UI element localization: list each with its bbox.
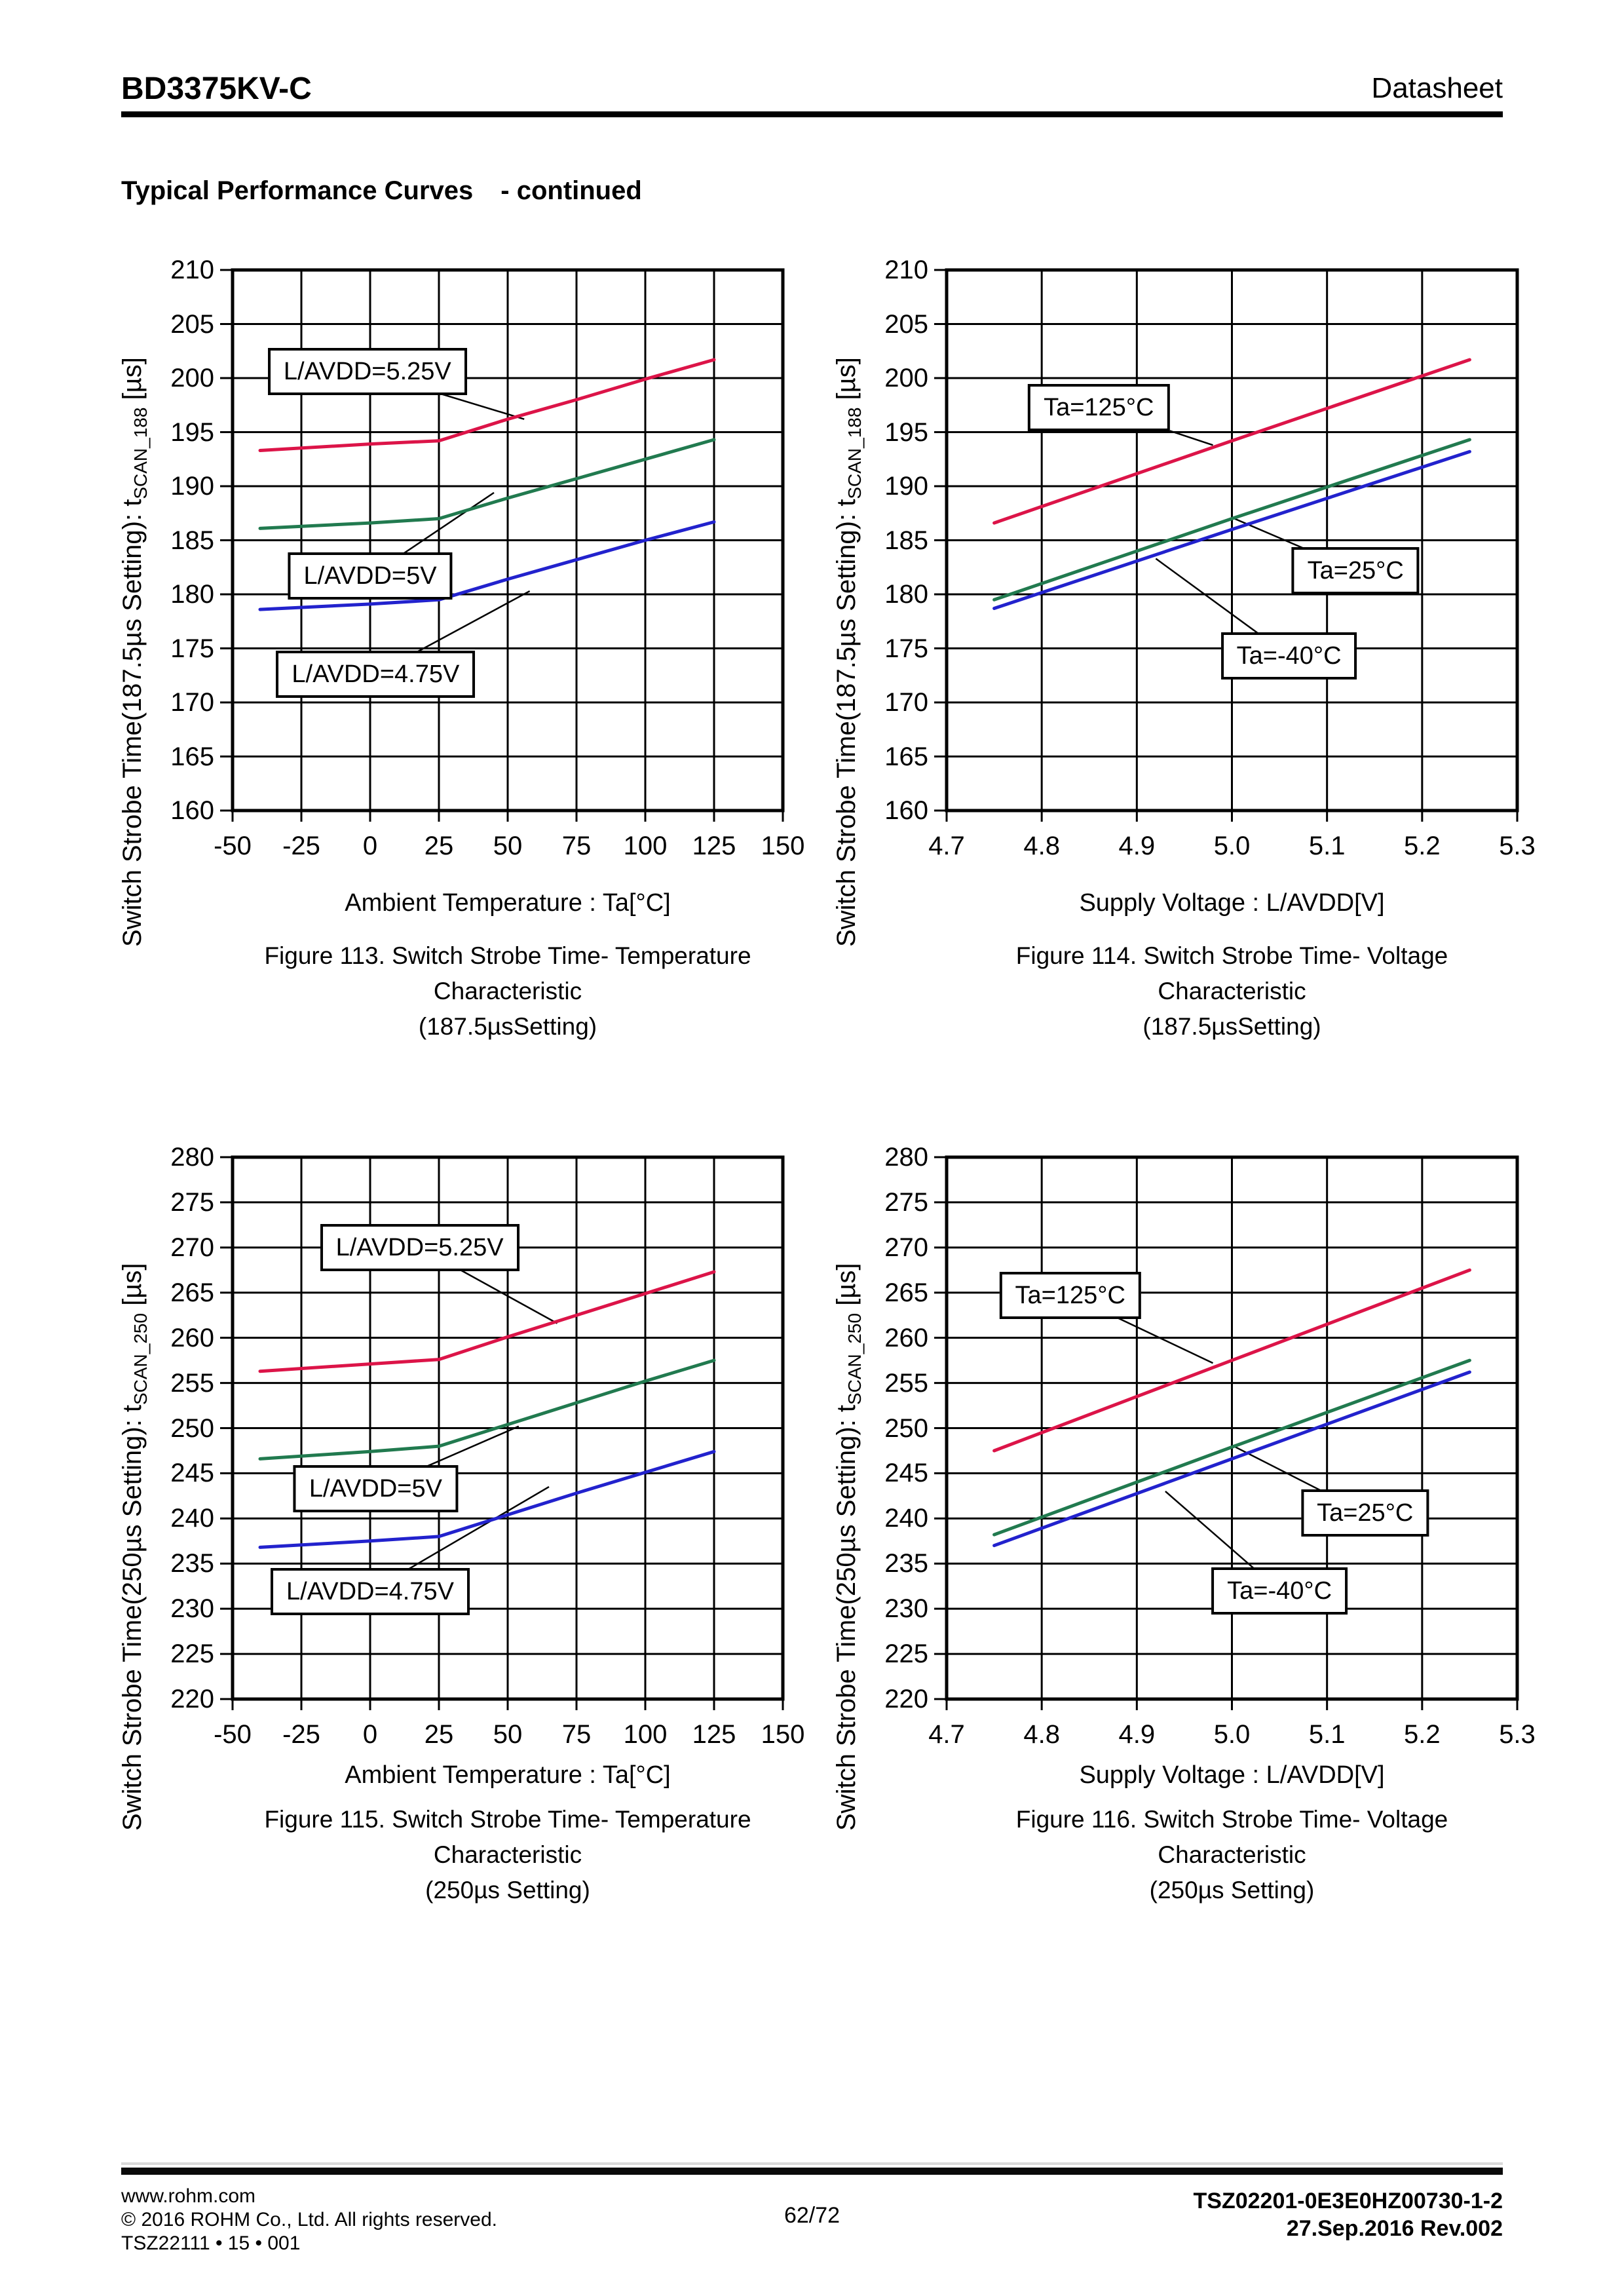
x-tick-label: 0 [362,832,378,860]
series-callout-label: Ta=-40°C [1211,1567,1348,1615]
figure-caption-line2: (187.5µsSetting) [418,1013,597,1040]
x-tick-label: 4.8 [1023,832,1060,860]
y-axis-title-text: Switch Strobe Time(250µs Setting): t [118,1405,147,1831]
series-callout-label: Ta=-40°C [1221,632,1357,679]
series-callout-label: L/AVDD=4.75V [276,651,475,698]
x-tick-label: 5.1 [1308,1720,1346,1749]
y-tick-label: 255 [884,1368,928,1398]
x-tick-label: 5.3 [1499,1720,1536,1749]
y-axis-title-unit: [µs] [832,1263,861,1313]
figure-caption-line1: Figure 113. Switch Strobe Time- Temperature Characteristic [264,942,751,1004]
y-tick-label: 180 [884,580,928,609]
y-tick-label: 220 [170,1685,214,1713]
y-axis-title-subscript: SCAN_188 [844,407,865,499]
y-tick-label: 250 [884,1413,928,1443]
figure-caption [233,1802,783,1908]
y-tick-label: 225 [170,1639,214,1669]
y-tick-label: 190 [170,472,214,501]
part-number: BD3375KV-C [121,71,312,106]
y-tick-label: 245 [884,1459,928,1488]
series-callout-label: Ta=25°C [1292,547,1420,594]
y-tick-label: 160 [170,796,214,825]
x-tick-label: 150 [761,1720,805,1749]
y-tick-label: 235 [170,1549,214,1578]
footer-copyright: © 2016 ROHM Co., Ltd. All rights reserved. [121,2209,497,2230]
x-tick-label: -25 [282,1720,320,1749]
figure-114-block [812,223,1572,1042]
x-tick-label: 75 [561,1720,592,1749]
x-tick-label: 5.0 [1213,1720,1251,1749]
section-title-suffix: - continued [500,176,642,206]
y-tick-label: 200 [170,364,214,392]
y-tick-label: 280 [170,1143,214,1172]
y-tick-label: 240 [170,1504,214,1533]
x-tick-label: 25 [424,1720,454,1749]
x-tick-label: 100 [623,832,668,860]
series-callout-label: Ta=125°C [1000,1272,1141,1319]
y-tick-label: 230 [884,1594,928,1624]
section-title [121,176,642,206]
y-tick-label: 165 [884,742,928,771]
y-axis-title-subscript: SCAN_250 [844,1312,865,1406]
x-tick-label: 50 [493,832,523,860]
doc-type-label: Datasheet [1371,72,1503,104]
y-tick-label: 180 [170,580,214,609]
y-axis-title-unit: [µs] [118,357,147,408]
y-tick-label: 245 [170,1459,214,1488]
y-tick-label: 175 [884,634,928,663]
x-tick-label: 125 [692,832,736,860]
y-tick-label: 225 [884,1639,928,1669]
y-tick-label: 210 [884,256,928,284]
x-tick-label: 150 [761,832,805,860]
x-axis-title: Ambient Temperature : Ta[°C] [345,889,671,917]
y-tick-label: 230 [170,1594,214,1624]
y-tick-label: 205 [884,309,928,339]
y-tick-label: 240 [884,1504,928,1533]
y-tick-label: 280 [884,1143,928,1172]
x-tick-label: 125 [692,1720,736,1749]
figure-caption [947,1802,1517,1908]
figure-caption [233,938,783,1044]
x-tick-label: 25 [424,832,454,860]
x-tick-label: -50 [214,1720,252,1749]
y-tick-label: 170 [170,688,214,717]
figure-caption [947,938,1517,1044]
y-tick-label: 220 [884,1685,928,1713]
y-axis-title-text: Switch Strobe Time(187.5µs Setting): t [118,499,147,947]
y-axis-title-text: Switch Strobe Time(250µs Setting): t [832,1405,861,1831]
y-tick-label: 190 [884,472,928,501]
y-axis-title-unit: [µs] [832,357,861,408]
x-axis-title: Supply Voltage : L/AVDD[V] [1079,889,1385,917]
x-tick-label: 5.1 [1308,832,1346,860]
y-tick-label: 265 [170,1278,214,1307]
y-tick-label: 195 [884,417,928,447]
y-tick-label: 160 [884,796,928,825]
y-tick-label: 185 [170,526,214,555]
footer-rule-light [121,2162,1503,2165]
y-tick-label: 270 [170,1233,214,1262]
y-tick-label: 250 [170,1413,214,1443]
x-tick-label: -25 [282,832,320,860]
series-callout-label: L/AVDD=5.25V [320,1224,519,1271]
y-tick-label: 275 [170,1187,214,1217]
series-callout-label: L/AVDD=4.75V [271,1568,470,1615]
footer-doc-code-left: TSZ22111 • 15 • 001 [121,2232,301,2254]
chart-canvas [947,1157,1517,1699]
section-title-text: Typical Performance Curves [121,176,474,206]
header-rule [121,111,1503,117]
y-tick-label: 165 [170,742,214,771]
figure-caption-line1: Figure 115. Switch Strobe Time- Temperature Characteristic [264,1806,751,1868]
figure-116-block [812,1110,1572,1903]
figure-caption-line1: Figure 114. Switch Strobe Time- Voltage Characteristic [1015,942,1448,1004]
y-axis-title-subscript: SCAN_250 [130,1312,151,1406]
x-tick-label: 4.7 [928,1720,965,1749]
y-tick-label: 265 [884,1278,928,1307]
y-tick-label: 210 [170,256,214,284]
x-tick-label: 75 [561,832,592,860]
footer-rule-dark [121,2168,1503,2175]
series-callout-label: Ta=125°C [1028,384,1169,431]
y-axis-title-unit: [µs] [118,1263,147,1313]
figure-caption-line1: Figure 116. Switch Strobe Time- Voltage Characteristic [1015,1806,1448,1868]
chart-canvas [947,270,1517,811]
x-tick-label: 4.9 [1118,832,1156,860]
series-callout-label: L/AVDD=5V [288,552,452,600]
y-tick-label: 175 [170,634,214,663]
plot-area [947,270,1517,811]
footer-right-block [1194,2187,1503,2242]
y-tick-label: 270 [884,1233,928,1262]
y-tick-label: 195 [170,417,214,447]
x-tick-label: 100 [623,1720,668,1749]
x-tick-label: 4.9 [1118,1720,1156,1749]
x-tick-label: 4.8 [1023,1720,1060,1749]
x-tick-label: 5.2 [1404,832,1441,860]
footer-doc-code-right: TSZ02201-0E3E0HZ00730-1-2 [1193,2189,1503,2213]
figure-caption-line2: (187.5µsSetting) [1142,1013,1321,1040]
x-tick-label: 5.2 [1404,1720,1441,1749]
series-callout-label: L/AVDD=5V [293,1465,458,1512]
y-tick-label: 170 [884,688,928,717]
x-tick-label: 4.7 [928,832,965,860]
x-tick-label: 5.0 [1213,832,1251,860]
y-tick-label: 185 [884,526,928,555]
series-callout-label: Ta=25°C [1301,1489,1429,1537]
figure-115-block [98,1110,819,1903]
footer-revision: 27.Sep.2016 Rev.002 [1286,2216,1503,2241]
plot-area [947,1157,1517,1699]
y-axis-title-text: Switch Strobe Time(187.5µs Setting): t [832,499,861,947]
x-axis-title: Ambient Temperature : Ta[°C] [345,1761,671,1789]
figure-caption-line2: (250µs Setting) [425,1877,590,1904]
y-tick-label: 205 [170,309,214,339]
x-tick-label: 50 [493,1720,523,1749]
y-tick-label: 255 [170,1368,214,1398]
x-axis-title: Supply Voltage : L/AVDD[V] [1079,1761,1385,1789]
x-tick-label: -50 [214,832,252,860]
y-tick-label: 200 [884,364,928,392]
x-tick-label: 5.3 [1499,832,1536,860]
x-tick-label: 0 [362,1720,378,1749]
figure-113-block [98,223,819,1042]
y-axis-title-subscript: SCAN_188 [130,407,151,499]
footer-page-number: 62/72 [784,2203,840,2228]
y-tick-label: 275 [884,1187,928,1217]
figure-caption-line2: (250µs Setting) [1149,1877,1315,1904]
footer-website: www.rohm.com [121,2185,256,2207]
y-tick-label: 260 [170,1323,214,1352]
series-callout-label: L/AVDD=5.25V [268,348,467,395]
y-tick-label: 235 [884,1549,928,1578]
y-tick-label: 260 [884,1323,928,1352]
